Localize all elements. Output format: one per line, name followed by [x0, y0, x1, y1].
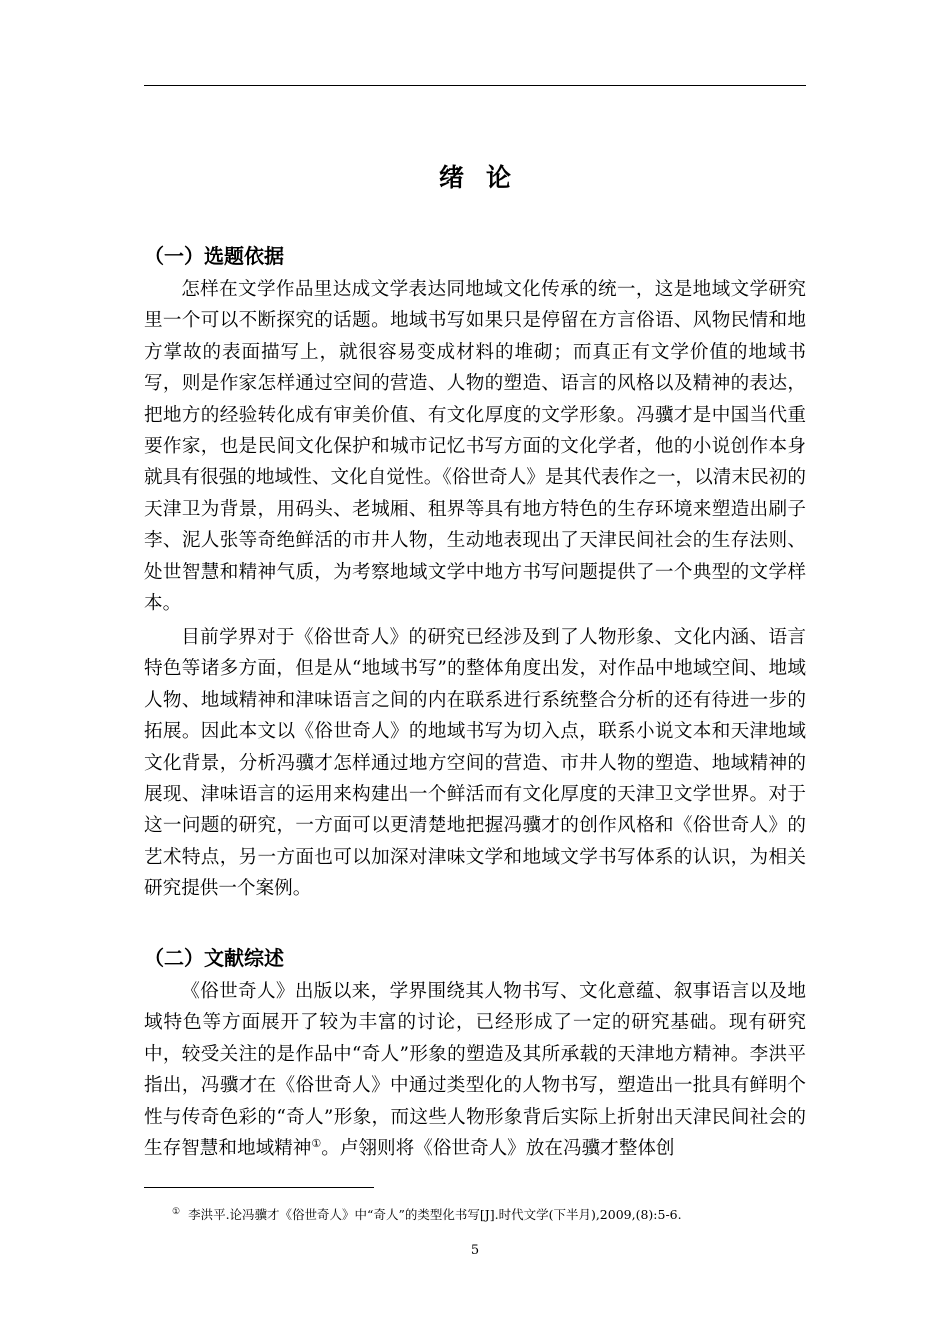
- paragraph-2: 目前学界对于《俗世奇人》的研究已经涉及到了人物形象、文化内涵、语言特色等诸多方面，但是从“地域书写”的整体角度出发，对作品中地域空间、地域人物、地域精神和津味语言之间的内在联系进行系统整合分析的还有待进一步的拓展。因此本文以《俗世奇人》的地域书写为切入点，联系小说文本和天津地域文化背景，分析冯骥才怎样通过地方空间的营造、市井人物的塑造、地域精神的展现、津味语言的运用来构建出一个鲜活而有文化厚度的天津卫文学世界。对于这一问题的研究，一方面可以更清楚地把握冯骥才的创作风格和《俗世奇人》的艺术特点，另一方面也可以加深对津味文学和地域文学书写体系的认识，为相关研究提供一个案例。: [144, 627, 806, 900]
- footnote-marker: ①: [172, 1206, 181, 1217]
- footnote: [172, 1206, 812, 1224]
- paragraph-3: [144, 976, 806, 1164]
- section-heading-2: （二）文献综述: [144, 946, 284, 970]
- header-rule: [144, 85, 806, 86]
- paragraph-3-continuation: 。卢翎则将《俗世奇人》放在冯骥才整体创: [321, 1138, 675, 1160]
- footnote-reference[interactable]: ①: [311, 1136, 322, 1150]
- page-number: 5: [470, 1243, 480, 1258]
- footnote-rule: [144, 1187, 374, 1188]
- footnote-text: 李洪平.论冯骥才《俗世奇人》中“奇人”的类型化书写[J].时代文学(下半月),2009,(8):5-6.: [188, 1207, 682, 1222]
- paragraph-3-text: 《俗世奇人》出版以来，学界围绕其人物书写、文化意蕴、叙事语言以及地域特色等方面展开了较为丰富的讨论，已经形成了一定的研究基础。现有研究中，较受关注的是作品中“奇人”形象的塑造及其所承载的天津地方精神。李洪平指出，冯骥才在《俗世奇人》中通过类型化的人物书写，塑造出一批具有鲜明个性与传奇色彩的“奇人”形象，而这些人物形象背后实际上折射出天津民间社会的生存智慧和地域精神: [144, 981, 806, 1160]
- section-heading-1: （一）选题依据: [144, 244, 284, 268]
- chapter-title: 绪论: [438, 163, 533, 192]
- paragraph-1: 怎样在文学作品里达成文学表达同地域文化传承的统一，这是地域文学研究里一个可以不断探究的话题。地域书写如果只是停留在方言俗语、风物民情和地方掌故的表面描写上，就很容易变成材料的堆砌；而真正有文学价值的地域书写，则是作家怎样通过空间的营造、人物的塑造、语言的风格以及精神的表达，把地方的经验转化成有审美价值、有文化厚度的文学形象。冯骥才是中国当代重要作家，也是民间文化保护和城市记忆书写方面的文化学者，他的小说创作本身就具有很强的地域性、文化自觉性。《俗世奇人》是其代表作之一，以清末民初的天津卫为背景，用码头、老城厢、租界等具有地方特色的生存环境来塑造出刷子李、泥人张等奇绝鲜活的市井人物，生动地表现出了天津民间社会的生存法则、处世智慧和精神气质，为考察地域文学中地方书写问题提供了一个典型的文学样本。: [144, 279, 806, 615]
